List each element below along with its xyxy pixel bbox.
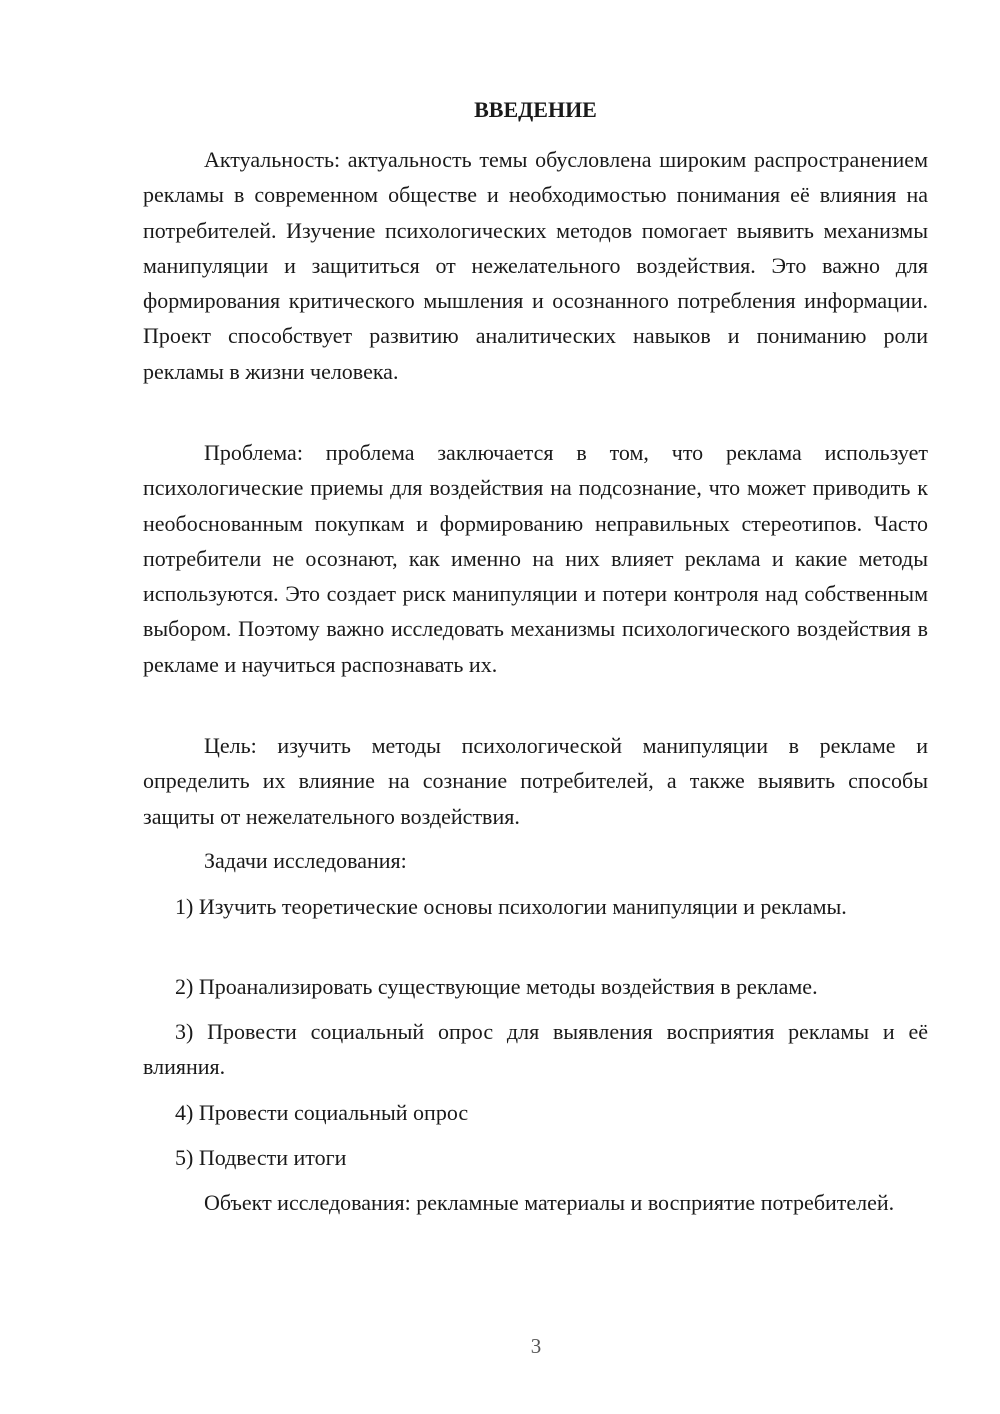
page-number: 3 <box>530 1334 542 1358</box>
paragraph-goal: Цель: изучить методы психологической манипуляции в рекламе и определить их влияние на сознание потребителей, а также выявить способы защиты от нежелательного воздействия. <box>143 733 928 829</box>
task-item-1: 1) Изучить теоретические основы психологии манипуляции и рекламы. <box>175 894 847 919</box>
paragraph-relevance: Актуальность: актуальность темы обусловлена широким распространением рекламы в современном обществе и необходимостью понимания её влияния на потребителей. Изучение психологических методов помогает выявить механизмы манипуляции и защититься от нежелательного воздействия. Это важно для формирования критического мышления и осознанного потребления информации. Проект способствует развитию аналитических навыков и пониманию роли рекламы в жизни человека. <box>143 147 928 384</box>
page-title: ВВЕДЕНИЕ <box>474 97 597 122</box>
task-item-3: 3) Провести социальный опрос для выявления восприятия рекламы и её влияния. <box>143 1019 928 1080</box>
task-item-2: 2) Проанализировать существующие методы воздействия в рекламе. <box>175 974 818 999</box>
paragraph-problem: Проблема: проблема заключается в том, что реклама использует психологические приемы для воздействия на подсознание, что может приводить к необоснованным покупкам и формированию неправильных стереотипов. Часто потребители не осознают, как именно на них влияет реклама и какие методы используются. Это создает риск манипуляции и потери контроля над собственным выбором. Поэтому важно исследовать механизмы психологического воздействия в рекламе и научиться распознавать их. <box>143 440 928 677</box>
task-item-4: 4) Провести социальный опрос <box>175 1100 469 1125</box>
paragraph-object: Объект исследования: рекламные материалы и восприятие потребителей. <box>204 1190 895 1215</box>
task-item-5: 5) Подвести итоги <box>175 1145 347 1170</box>
tasks-heading: Задачи исследования: <box>204 848 407 873</box>
